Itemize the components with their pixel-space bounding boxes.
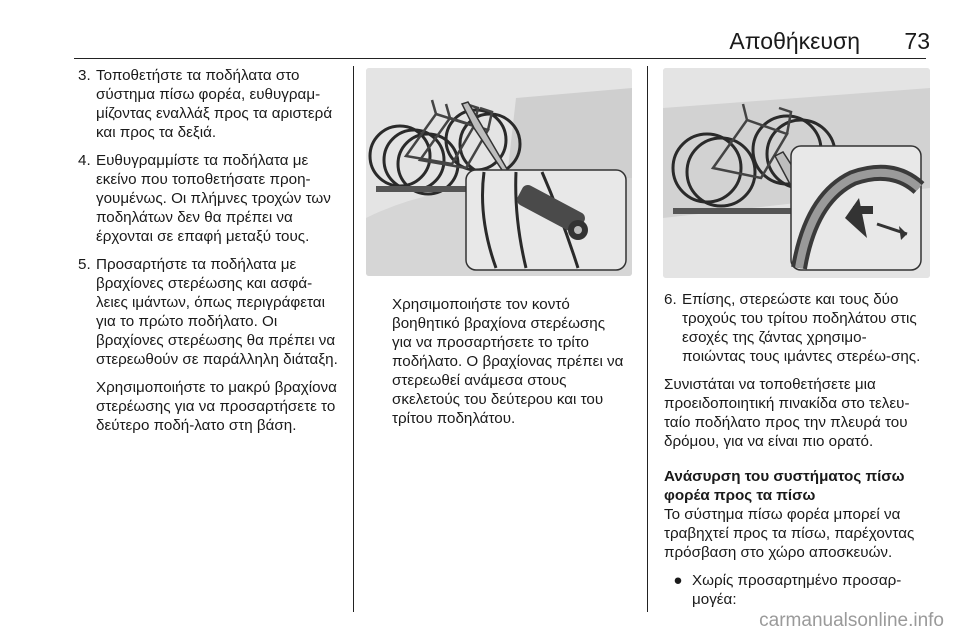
bullet-item: [664, 571, 930, 609]
column-divider-right: [647, 66, 648, 612]
figure-short-fixing-arm: [366, 68, 632, 276]
bullet-icon: ●: [673, 572, 683, 589]
step-5: [78, 255, 340, 369]
step-4: [78, 151, 340, 246]
section-heading: Ανάσυρση του συστήματος πίσω φορέα προς τα πίσω: [664, 468, 905, 504]
step-5-note: Χρησιμοποιήστε το μακρύ βραχίονα στερέωσης για να προσαρτήσετε το δεύτερο ποδή‐λατο στη βάση.: [96, 379, 337, 434]
column-1: [78, 66, 340, 435]
section-text: Το σύστημα πίσω φορέα μπορεί να τραβηχτεί προς τα πίσω, παρέχοντας πρόσβαση στο χώρο αποσκευών.: [664, 506, 915, 561]
watermark: carmanualsonline.info: [759, 610, 944, 631]
figure-wheel-strap: [663, 68, 930, 278]
page-number: 73: [904, 28, 930, 54]
step-text: Προσαρτήστε τα ποδήλατα με βραχίονες στερέωσης και ασφά‐λειες ιμάντων, όπως περιγράφεται για το πρώτο ποδήλατο. Οι βραχίονες στερέωσης θα πρέπει να στερεωθούν σε παράλληλη διάταξη.: [96, 256, 338, 368]
step-text: Ευθυγραμμίστε τα ποδήλατα με εκείνο που τοποθετήσατε προη‐γουμένως. Οι πλήμνες τροχών των ποδηλάτων δεν θα πρέπει να έρχονται σε επαφή μεταξύ τους.: [96, 152, 331, 245]
step-text: Τοποθετήστε τα ποδήλατα στο σύστημα πίσω φορέα, ευθυγραμ‐μίζοντας εναλλάξ προς τα αριστερά και προς τα δεξιά.: [96, 67, 333, 141]
figure-1-caption: Χρησιμοποιήστε τον κοντό βοηθητικό βραχίονα στερέωσης για να προσαρτήσετε το τρίτο ποδήλατο. Ο βραχίονας πρέπει να στερεωθεί ανάμεσα στους σκελετούς του δεύτερου και του τρίτου ποδηλάτου.: [392, 296, 624, 427]
column-2: [392, 295, 628, 437]
step-text: Επίσης, στερεώστε και τους δύο τροχούς του τρίτου ποδηλάτου στις εσοχές της ζάντας χρησιμο‐ποιώντας τους ιμάντες στερέω‐σης.: [682, 291, 921, 365]
step-number: 5.: [78, 256, 91, 273]
page-header-title: Αποθήκευση: [729, 28, 860, 54]
column-3: [664, 290, 930, 609]
step-number: 3.: [78, 67, 91, 84]
bike-carrier-illustration: [366, 68, 632, 276]
column-divider-left: [353, 66, 354, 612]
wheel-strap-illustration: [663, 68, 930, 278]
step-number: 4.: [78, 152, 91, 169]
step-number: 6.: [664, 291, 677, 308]
header-divider: [74, 58, 926, 59]
bullet-text: Χωρίς προσαρτημένο προσαρ‐μογέα:: [692, 572, 902, 608]
step-6: [664, 290, 930, 366]
warning-sign-paragraph: Συνιστάται να τοποθετήσετε μια προειδοποιητική πινακίδα στο τελευ‐ταίο ποδήλατο προς την πλευρά του δρόμου, για να είναι πιο ορατό.: [664, 376, 910, 450]
step-3: [78, 66, 340, 142]
